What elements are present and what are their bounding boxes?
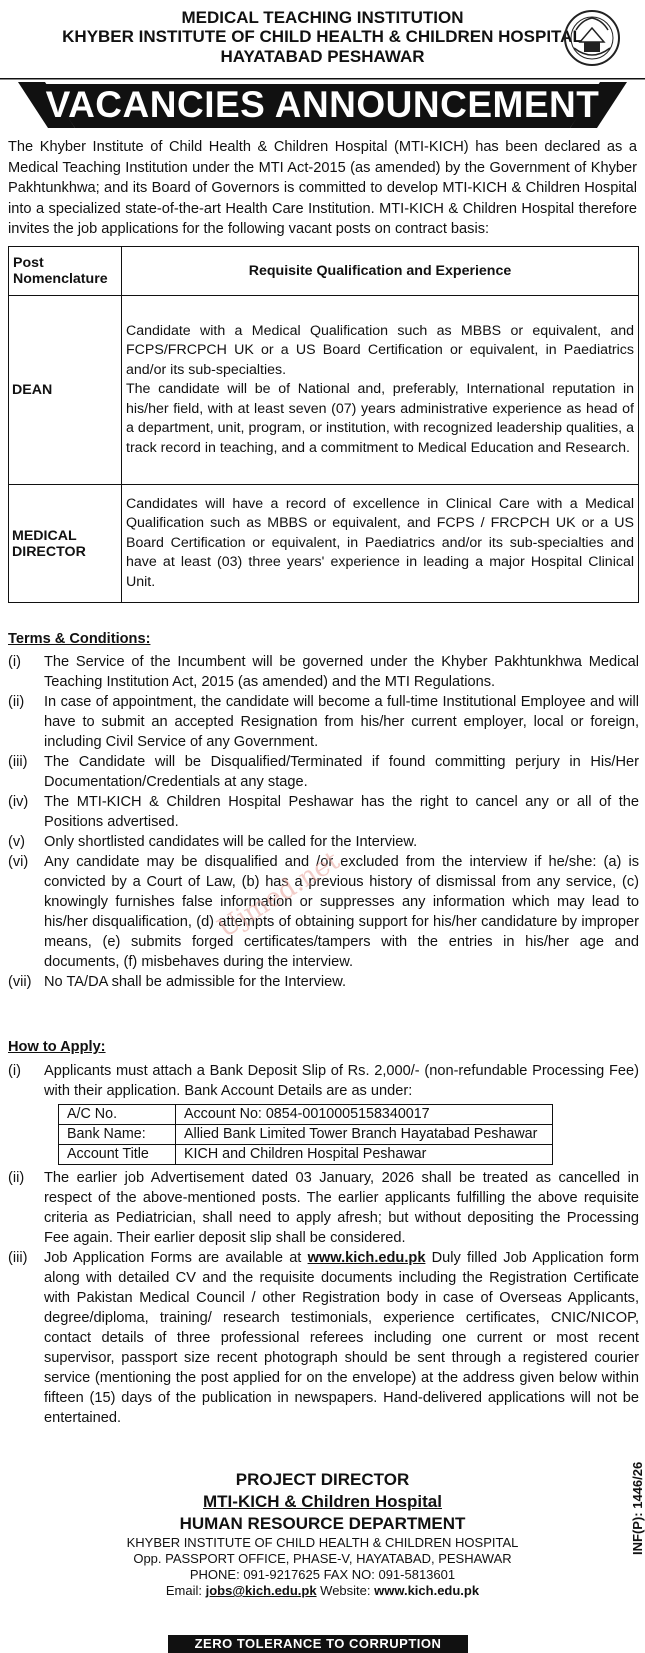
website-label: Website: bbox=[316, 1583, 375, 1598]
email-link[interactable]: jobs@kich.edu.pk bbox=[205, 1583, 317, 1598]
item-text: The Service of the Incumbent will be governed under the Khyber Pakhtunkhwa Medical Teaching Institution Act, 2015 (as amended) and the MTI Regulations. bbox=[44, 654, 639, 690]
list-item bbox=[8, 792, 639, 832]
header bbox=[0, 0, 645, 66]
item-text: No TA/DA shall be admissible for the Interview. bbox=[44, 974, 347, 990]
qualification-paragraph: Candidate with a Medical Qualification such as MBBS or equivalent, and FCPS/FRCPCH UK or a US Board Certification or equivalent, in Paediatrics and/or its sub-specialties. bbox=[126, 322, 634, 378]
qualification-cell bbox=[122, 296, 639, 485]
item-number: (i) bbox=[8, 1063, 21, 1079]
column-header-qualification: Requisite Qualification and Experience bbox=[122, 247, 639, 296]
header-line-3: HAYATABAD PESHAWAR bbox=[220, 47, 425, 66]
item-number: (vii) bbox=[8, 974, 32, 990]
header-line-1: MEDICAL TEACHING INSTITUTION bbox=[181, 8, 464, 27]
vacancies-table bbox=[8, 246, 639, 603]
footer-address-line-2: Opp. PASSPORT OFFICE, PHASE-V, HAYATABAD, PESHAWAR bbox=[133, 1551, 512, 1566]
list-item bbox=[8, 1168, 639, 1248]
bank-value: Account No: 0854-0010005158340017 bbox=[176, 1105, 553, 1125]
item-text: In case of appointment, the candidate will become a full-time Institutional Employee and will have to submit an accepted Resignation from his/her current employer, local or foreign, including Civil Service of any Government. bbox=[44, 694, 639, 750]
item-text: Job Application Forms are available at bbox=[44, 1250, 308, 1266]
apply-list bbox=[8, 1061, 639, 1428]
website-link[interactable]: www.kich.edu.pk bbox=[307, 1250, 426, 1266]
terms-title: Terms & Conditions: bbox=[8, 631, 151, 647]
item-number: (iii) bbox=[8, 754, 28, 770]
footer-institution: MTI-KICH & Children Hospital bbox=[203, 1492, 442, 1511]
reference-number: INF(P): 1446/26 bbox=[630, 1461, 645, 1555]
zero-tolerance-banner: ZERO TOLERANCE TO CORRUPTION bbox=[168, 1635, 468, 1653]
table-row bbox=[9, 485, 639, 603]
column-header-post-line2: Nomenclature bbox=[13, 271, 108, 287]
item-number: (i) bbox=[8, 654, 21, 670]
header-line-2: KHYBER INSTITUTE OF CHILD HEALTH & CHILDREN HOSPITAL bbox=[62, 27, 583, 46]
footer bbox=[0, 1469, 645, 1599]
column-header-post-line1: Post bbox=[13, 255, 44, 271]
table-row bbox=[59, 1145, 553, 1165]
item-text: The Candidate will be Disqualified/Terminated if found committing perjury in His/Her Documentation/Credentials at any stage. bbox=[44, 754, 639, 790]
footer-phone: PHONE: 091-9217625 FAX NO: 091-5813601 bbox=[189, 1567, 456, 1582]
item-text-block bbox=[44, 1248, 639, 1428]
list-item bbox=[8, 1061, 639, 1168]
item-number: (iii) bbox=[8, 1250, 28, 1266]
bank-value: Allied Bank Limited Tower Branch Hayatabad Peshawar bbox=[176, 1125, 553, 1145]
item-number: (ii) bbox=[8, 694, 25, 710]
qualification-paragraph: The candidate will be of National and, preferably, International reputation in his/her field, with at least seven (07) years administrative experience as head of a department, unit, program, or institution, with recognized leadership qualities, a track record in teaching, and a commitment to Medical Education and Research. bbox=[126, 381, 634, 456]
footer-contact bbox=[0, 1583, 645, 1599]
item-text: Any candidate may be disqualified and /or excluded from the interview if he/she: (a) is convicted by a Court of Law, (b) has a previous history of dismissal from any service, (c) knowingly furnishes false information or suppresses any information which may lead to his/her disqualification, (d) attempts of obtaining support for his/her candidature by improper means, (e) submits forged certificates/tampers with the entries in his/her age and documents, (f) misbehaves during the interview. bbox=[44, 854, 639, 970]
item-number: (ii) bbox=[8, 1170, 25, 1186]
list-item bbox=[8, 972, 639, 992]
item-text: Only shortlisted candidates will be called for the Interview. bbox=[44, 834, 418, 850]
email-label: Email: bbox=[165, 1583, 206, 1598]
page-title: VACANCIES ANNOUNCEMENT bbox=[45, 84, 600, 125]
qualification-paragraph: Candidates will have a record of excellence in Clinical Care with a Medical Qualification such as MBBS or equivalent, and FCPS / FRCPCH UK or a US Board Certification or equivalent, in Paediatrics and/or its sub-specialties and have at least (03) three years' experience in leading a major Hospital Clinical Unit. bbox=[126, 495, 634, 590]
bank-key: Bank Name: bbox=[59, 1125, 176, 1145]
post-name: DEAN bbox=[9, 296, 122, 485]
post-name-line1: MEDICAL bbox=[12, 527, 77, 544]
list-item bbox=[8, 692, 639, 752]
how-to-apply-title: How to Apply: bbox=[8, 1039, 106, 1055]
bank-value: KICH and Children Hospital Peshawar bbox=[176, 1145, 553, 1165]
footer-project-director: PROJECT DIRECTOR bbox=[235, 1470, 410, 1489]
list-item bbox=[8, 652, 639, 692]
post-name-line2: DIRECTOR bbox=[12, 543, 86, 560]
bank-key: A/C No. bbox=[59, 1105, 176, 1125]
footer-website-link[interactable]: www.kich.edu.pk bbox=[374, 1583, 480, 1598]
intro-paragraph: The Khyber Institute of Child Health & Children Hospital (MTI-KICH) has been declared as a Medical Teaching Institution under the MTI Act-2015 (as amended) by the Government of Khyber Pakhtunkhwa; and its Board of Governors is committed to develop MTI-KICH & Children Hospital into a specialized state-of-the-art Health Care Institution. MTI-KICH & Children Hospital therefore invites the job applications for the following vacant posts on contract basis: bbox=[8, 139, 637, 237]
list-item bbox=[8, 752, 639, 792]
qualification-cell bbox=[122, 485, 639, 603]
item-text: Applicants must attach a Bank Deposit Slip of Rs. 2,000/- (non-refundable Processing Fee) with their application. Bank Account Details are as under: bbox=[44, 1063, 639, 1099]
item-text: The MTI-KICH & Children Hospital Peshawar has the right to cancel any or all of the Positions advertised. bbox=[44, 794, 639, 830]
watermark: Ujmed.net bbox=[212, 845, 346, 945]
list-item bbox=[8, 1248, 639, 1428]
item-number: (iv) bbox=[8, 794, 29, 810]
item-text: Duly filled Job Application form along with detailed CV and the requisite documents including the Registration Certificate with Pakistan Medical Council / other Registration body in case of Overseas Applicants, degree/diploma, training/ research testimonials, experience certificates, CNIC/NICOP, contact details of three professional referees including one current or most recent supervisor, passport size recent photograph should be sent through a registered courier service (mentioning the post applied for on the envelope) at the address given below within fifteen (15) days of the publication in newspapers. Hand-delivered applications will not be entertained. bbox=[44, 1250, 639, 1426]
item-number: (v) bbox=[8, 834, 26, 850]
table-row bbox=[59, 1125, 553, 1145]
item-text-block bbox=[44, 1061, 639, 1168]
item-number: (vi) bbox=[8, 854, 29, 870]
footer-address-line-1: KHYBER INSTITUTE OF CHILD HEALTH & CHILDREN HOSPITAL bbox=[126, 1535, 519, 1550]
table-header-row bbox=[9, 247, 639, 296]
footer-department: HUMAN RESOURCE DEPARTMENT bbox=[179, 1514, 466, 1533]
terms-list bbox=[8, 652, 639, 992]
post-name bbox=[9, 485, 122, 603]
table-row bbox=[9, 296, 639, 485]
bank-details-table bbox=[58, 1104, 553, 1165]
column-header-post bbox=[9, 247, 122, 296]
kp-government-emblem-icon bbox=[562, 8, 622, 68]
table-row bbox=[59, 1105, 553, 1125]
item-text: The earlier job Advertisement dated 03 January, 2026 shall be treated as cancelled in respect of the above-mentioned posts. The earlier applicants fulfilling the above requisite criteria as Pediatrician, shall need to apply afresh; but without depositing the Processing Fee again. Their earlier deposit slip shall be considered. bbox=[44, 1170, 639, 1246]
bank-key: Account Title bbox=[59, 1145, 176, 1165]
